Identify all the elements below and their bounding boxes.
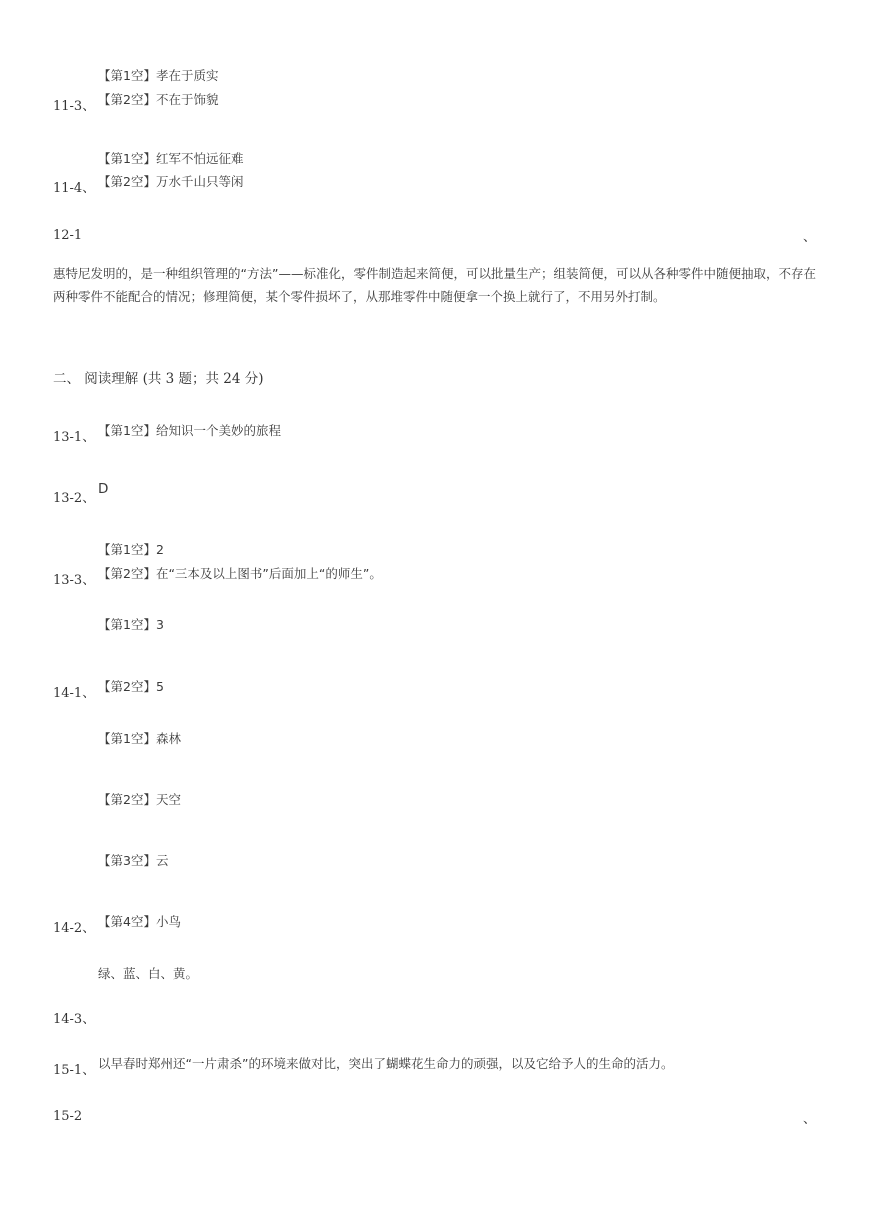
- answer-text: 以早春时郑州还“一片肃杀”的环境来做对比，突出了蝴蝶花生命力的顽强，以及它给予人的生命的活力。: [98, 1056, 674, 1071]
- question-number: 15-1、: [53, 1063, 96, 1078]
- separator-mark: 、: [803, 230, 817, 245]
- question-number: 14-2、: [53, 921, 96, 936]
- question-number: 11-3、: [53, 99, 96, 114]
- answer-blank-2: 【第2空】在“三本及以上图书”后面加上“的师生”。: [98, 566, 382, 581]
- answer-text: 绿、蓝、白、黄。: [98, 966, 199, 981]
- answer-blank-1: 【第1空】孝在于质实: [98, 68, 219, 83]
- question-number: 14-3、: [53, 1012, 96, 1027]
- question-number: 15-2: [53, 1109, 83, 1124]
- separator-mark: 、: [803, 1112, 817, 1127]
- answer-blank-2: 【第2空】不在于饰貌: [98, 92, 219, 107]
- section-heading: 二、 阅读理解 (共 3 题；共 24 分): [53, 371, 264, 387]
- question-number: 12-1: [53, 228, 83, 243]
- answer-blank-3: 【第3空】云: [98, 853, 169, 868]
- question-number: 13-3、: [53, 573, 96, 588]
- answer-blank-2: 【第2空】万水千山只等闲: [98, 174, 244, 189]
- answer-blank-1: 【第1空】森林: [98, 731, 181, 746]
- answer-blank-1: 【第1空】3: [98, 617, 164, 632]
- answer-blank-2: 【第2空】天空: [98, 792, 181, 807]
- answer-blank-1: 【第1空】2: [98, 542, 164, 557]
- answer-blank-1: 【第1空】红军不怕远征难: [98, 151, 244, 166]
- question-number: 13-1、: [53, 430, 96, 445]
- answer-blank-4: 【第4空】小鸟: [98, 914, 181, 929]
- question-number: 11-4、: [53, 181, 96, 196]
- question-number: 13-2、: [53, 491, 96, 506]
- answer-paragraph: 惠特尼发明的，是一种组织管理的“方法”——标准化，零件制造起来简便，可以批量生产；组装简便，可以从各种零件中随便抽取，不存在两种零件不能配合的情况；修理简便，某个零件损坏了，从那堆零件中随便拿一个换上就行了，不用另外打制。: [53, 266, 816, 304]
- question-number: 14-1、: [53, 686, 96, 701]
- answer-choice: D: [98, 481, 109, 497]
- answer-blank-2: 【第2空】5: [98, 679, 164, 694]
- answer-blank-1: 【第1空】给知识一个美妙的旅程: [98, 423, 281, 438]
